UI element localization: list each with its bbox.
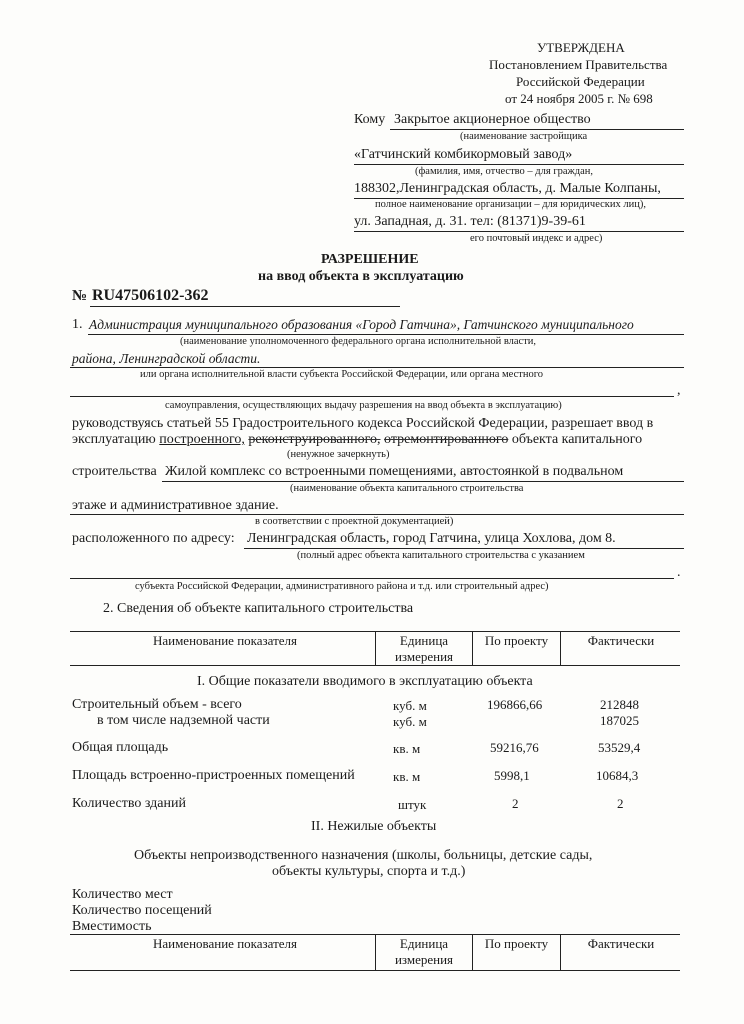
section-1-number: 1.: [72, 317, 83, 332]
addressee-hint-3: полное наименование организации – для юридических лиц),: [375, 199, 646, 210]
row-2-fact: 187025: [600, 713, 639, 728]
address-hint-1: (полный адрес объекта капитального строительства с указанием: [297, 550, 585, 561]
underline: [90, 306, 400, 307]
column-divider: [560, 631, 561, 665]
column-header-fact: Фактически: [587, 633, 655, 648]
number-label: №: [72, 288, 88, 304]
row-5-name: Количество зданий: [72, 796, 186, 811]
object-hint-1: (наименование объекта капитального строительства: [290, 483, 524, 494]
underline: [70, 578, 674, 579]
underline: [162, 481, 684, 482]
underline: [390, 129, 684, 130]
column-header-unit-1: Единица: [399, 633, 449, 648]
row-3-plan: 59216,76: [490, 740, 539, 755]
underline: [70, 367, 684, 368]
object-name-1: Жилой комплекс со встроенными помещениями, автостоянкой в подвальном: [165, 464, 624, 479]
underline: [70, 514, 684, 515]
column-2-header-unit-1: Единица: [399, 936, 449, 951]
underline: [244, 548, 684, 549]
approval-line-2: Постановлением Правительства: [489, 57, 668, 72]
row-5-unit: штук: [398, 797, 427, 812]
approval-line-4: от 24 ноября 2005 г. № 698: [505, 91, 653, 106]
operation-suffix: объекта капитального: [511, 432, 643, 447]
addressee-name-2: «Гатчинский комбикормовый завод»: [354, 147, 573, 162]
legal-basis-text: руководствуясь статьей 55 Градостроительного кодекса Российской Федерации, разрешает ввод в: [72, 416, 654, 431]
column-divider: [375, 934, 376, 970]
column-divider: [560, 934, 561, 970]
object-hint-2: в соответствии с проектной документацией): [255, 516, 454, 527]
addressee-hint-2: (фамилия, имя, отчество – для граждан,: [415, 166, 594, 177]
address-label: расположенного по адресу:: [72, 531, 235, 546]
strike-hint: (ненужное зачеркнуть): [287, 449, 390, 460]
subgroup-heading-2: объекты культуры, спорта и т.д.): [272, 864, 466, 879]
row-3-unit: кв. м: [393, 741, 421, 756]
column-header-plan: По проекту: [484, 633, 549, 648]
row-5-plan: 2: [512, 796, 519, 811]
period: .: [677, 565, 681, 580]
underline: [70, 396, 674, 397]
row-3-name: Общая площадь: [72, 740, 169, 755]
group-heading-general: I. Общие показатели вводимого в эксплуатацию объекта: [197, 674, 533, 689]
column-divider: [375, 631, 376, 665]
approval-line-3: Российской Федерации: [516, 74, 645, 89]
column-divider: [472, 631, 473, 665]
subgroup-heading-1: Объекты непроизводственного назначения (школы, больницы, детские сады,: [134, 848, 593, 863]
column-2-header-plan: По проекту: [484, 936, 549, 951]
column-header-indicator: Наименование показателя: [152, 633, 298, 648]
item-visits: Количество посещений: [72, 903, 212, 918]
row-2-name: в том числе надземной части: [97, 713, 270, 728]
addressee-address-1: 188302,Ленинградская область, д. Малые Колпаны,: [354, 181, 661, 196]
option-reconstructed: реконструированного,: [248, 432, 381, 447]
item-capacity: Вместимость: [72, 919, 152, 934]
row-1-name: Строительный объем - всего: [72, 697, 242, 712]
address-hint-2: субъекта Российской Федерации, административного района и т.д. или строительный адрес): [135, 581, 549, 592]
table-2-header-border: [70, 970, 680, 971]
authority-hint-2: или органа исполнительной власти субъекта Российской Федерации, или органа местного: [140, 369, 543, 380]
object-name-2: этаже и административное здание.: [72, 498, 279, 513]
operation-type-line: [72, 432, 642, 448]
row-3-fact: 53529,4: [598, 740, 641, 755]
to-label: Кому: [354, 112, 386, 127]
addressee-hint-1: (наименование застройщика: [460, 131, 588, 142]
column-divider: [472, 934, 473, 970]
row-1-unit: куб. м: [393, 698, 427, 713]
group-heading-nonresidential: II. Нежилые объекты: [311, 819, 437, 834]
underline: [354, 164, 684, 165]
section-2-heading: 2. Сведения об объекте капитального строительства: [103, 601, 414, 616]
addressee-name-1: Закрытое акционерное общество: [394, 112, 591, 127]
row-1-fact: 212848: [600, 697, 639, 712]
row-4-unit: кв. м: [393, 769, 421, 784]
comma: ,: [677, 383, 681, 398]
column-2-header-fact: Фактически: [587, 936, 655, 951]
approval-line-1: УТВЕРЖДЕНА: [537, 40, 625, 55]
addressee-address-2: ул. Западная, д. 31. тел: (81371)9-39-61: [354, 214, 586, 229]
authority-line-1: Администрация муниципального образования «Город Гатчина», Гатчинского муниципального: [89, 317, 634, 332]
option-built: построенного,: [159, 432, 245, 447]
operation-prefix: эксплуатацию: [72, 432, 156, 447]
addressee-hint-4: его почтовый индекс и адрес): [470, 233, 603, 244]
column-header-unit-2: измерения: [394, 649, 454, 664]
document-subtitle: на ввод объекта в эксплуатацию: [258, 269, 464, 284]
column-2-header-unit-2: измерения: [394, 952, 454, 967]
object-label: строительства: [72, 464, 157, 479]
document-number: RU47506102-362: [92, 287, 209, 304]
item-seats: Количество мест: [72, 887, 173, 902]
authority-line-2: района, Ленинградской области.: [72, 351, 261, 366]
row-4-plan: 5998,1: [494, 768, 530, 783]
column-2-header-indicator: Наименование показателя: [152, 936, 298, 951]
row-5-fact: 2: [617, 796, 624, 811]
underline: [354, 231, 684, 232]
row-4-fact: 10684,3: [596, 768, 639, 783]
row-2-unit: куб. м: [393, 714, 427, 729]
authority-hint-3: самоуправления, осуществляющих выдачу разрешения на ввод объекта в эксплуатацию): [165, 400, 562, 411]
authority-hint-1: (наименование уполномоченного федерального органа исполнительной власти,: [180, 336, 537, 347]
option-repaired: отремонтированного: [384, 432, 509, 447]
row-1-plan: 196866,66: [487, 697, 543, 712]
document-title: РАЗРЕШЕНИЕ: [321, 252, 419, 267]
table-header-border: [70, 665, 680, 666]
row-4-name: Площадь встроенно-пристроенных помещений: [72, 768, 355, 783]
underline: [88, 334, 684, 335]
object-address: Ленинградская область, город Гатчина, улица Хохлова, дом 8.: [247, 531, 616, 546]
